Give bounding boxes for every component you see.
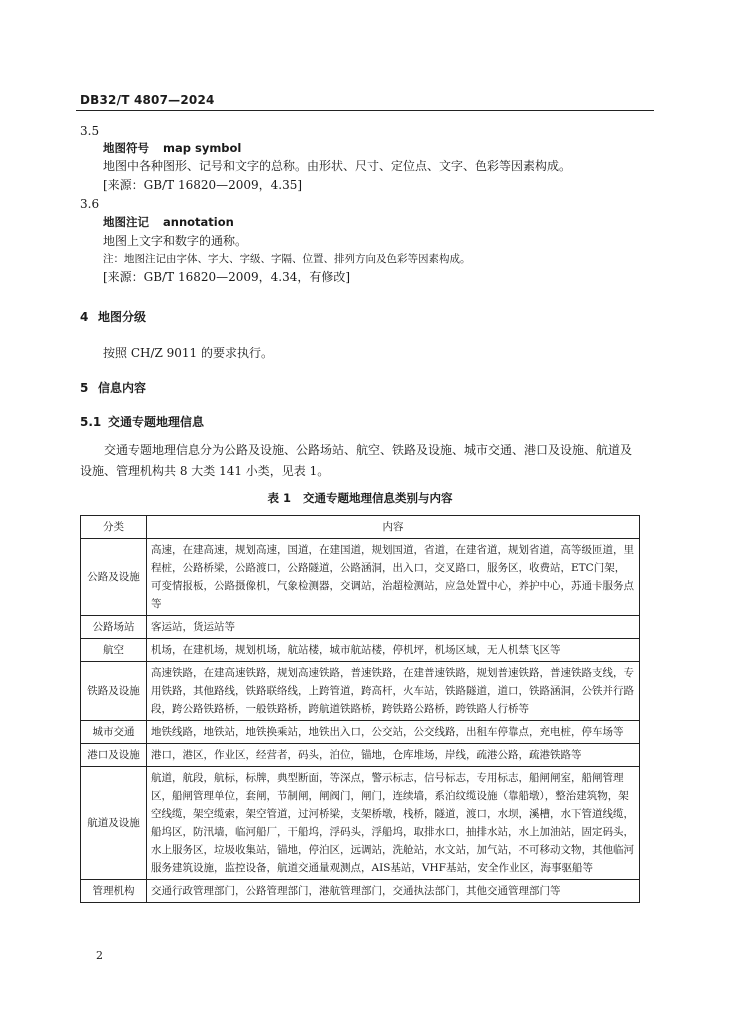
transport-info-table [80,515,640,903]
section-3-5-term [103,140,241,157]
row-category: 公路场站 [81,616,147,639]
table-row [81,721,640,744]
row-category: 航空 [81,639,147,662]
section-5-heading [80,380,146,397]
section-3-6-note: 注：地图注记由字体、字大、字级、字隔、位置、排列方向及色彩等因素构成。 [103,253,471,265]
row-category: 城市交通 [81,721,147,744]
table-header-row [81,516,640,539]
document-id-header: DB32/T 4807—2024 [80,93,215,107]
row-category: 管理机构 [81,880,147,903]
section-3-5-source: [来源：GB/T 16820—2009，4.35] [103,178,303,192]
section-5-1-paragraph: 交通专题地理信息分为公路及设施、公路场站、航空、铁路及设施、城市交通、港口及设施、航道及设施、管理机构共 8 大类 141 小类，见表 1。 [80,443,633,478]
section-4-heading [80,309,146,326]
table-row [81,744,640,767]
term-chinese: 地图符号 [103,141,149,155]
table-caption-label: 表 1 [267,491,291,505]
table-caption-title: 交通专题地理信息类别与内容 [303,491,453,505]
section-3-5-definition: 地图中各种图形、记号和文字的总称。由形状、尺寸、定位点、文字、色彩等因素构成。 [103,159,572,173]
section-3-6-definition: 地图上文字和数字的通称。 [103,234,248,248]
table-row [81,767,640,880]
header-content: 内容 [147,516,640,539]
page-number: 2 [96,949,103,962]
row-content: 客运站，货运站等 [147,616,640,639]
term-chinese: 地图注记 [103,215,149,229]
row-category: 公路及设施 [81,539,147,616]
table-row [81,880,640,903]
row-content: 高速铁路，在建高速铁路，规划高速铁路，普速铁路，在建普速铁路，规划普速铁路，普速铁路支线，专用铁路，其他路线，铁路联络线，上跨管道，跨高杆，火车站，铁路隧道，道口，铁路涵洞，公铁并行路段，跨公路铁路桥，一般铁路桥，跨航道铁路桥，跨铁路公路桥，跨铁路人行桥等 [147,662,640,721]
row-content: 高速，在建高速，规划高速，国道，在建国道，规划国道，省道，在建省道，规划省道，高等级匝道，里程桩，公路桥梁，公路渡口，公路隧道，公路涵洞，出入口，交叉路口，服务区，收费站，ETC门架，可变情报板，公路摄像机，气象检测器，交调站，治超检测站，应急处置中心，养护中心，苏通卡服务点等 [147,539,640,616]
heading-title: 交通专题地理信息 [108,415,205,429]
header-category: 分类 [81,516,147,539]
header-rule [76,110,654,111]
section-3-6-term [103,214,234,231]
table-row [81,639,640,662]
heading-number: 4 [80,310,89,324]
table-row [81,539,640,616]
row-category: 铁路及设施 [81,662,147,721]
term-english: annotation [163,215,234,229]
row-content: 航道，航段，航标，标牌，典型断面，等深点，警示标志，信号标志，专用标志，船闸闸室，船闸管理区，船闸管理单位，套闸，节制闸，闸阀门，闸门，连续墙，系泊纹缆设施（靠船墩），整治建筑物，架空线缆，架空缆索，架空管道，过河桥梁，支架桥墩，栈桥，隧道，渡口，水坝，溪槽，水下管道线缆，船坞区，防汛墙，临河船厂，干船坞，浮码头，浮船坞，取排水口，抽排水站，水上加油站，固定码头，水上服务区，垃圾收集站，锚地，停泊区，远调站，洗舱站，水文站，加气站，不可移动文物，其他临河服务建筑设施，监控设备，航道交通量观测点，AIS基站，VHF基站，安全作业区，海事驱船等 [147,767,640,880]
row-content: 机场，在建机场，规划机场，航站楼，城市航站楼，停机坪，机场区域，无人机禁飞区等 [147,639,640,662]
table-row [81,662,640,721]
section-3-5-number: 3.5 [80,124,100,138]
section-4-text: 按照 CH/Z 9011 的要求执行。 [103,346,274,360]
heading-number: 5.1 [80,415,102,429]
section-5-1-heading [80,414,204,431]
row-category: 航道及设施 [81,767,147,880]
row-category: 港口及设施 [81,744,147,767]
row-content: 港口，港区，作业区，经营者，码头，泊位，锚地，仓库堆场，岸线，疏港公路，疏港铁路等 [147,744,640,767]
section-3-6-source: [来源：GB/T 16820—2009，4.34，有修改] [103,270,351,284]
section-3-6-number: 3.6 [80,197,100,211]
term-english: map symbol [163,141,242,155]
heading-title: 地图分级 [98,310,147,324]
heading-number: 5 [80,381,89,395]
heading-title: 信息内容 [98,381,147,395]
row-content: 地铁线路，地铁站，地铁换乘站，地铁出入口，公交站，公交线路，出租车停靠点，充电桩，停车场等 [147,721,640,744]
table-caption [80,490,640,506]
row-content: 交通行政管理部门，公路管理部门，港航管理部门，交通执法部门，其他交通管理部门等 [147,880,640,903]
table-row [81,616,640,639]
